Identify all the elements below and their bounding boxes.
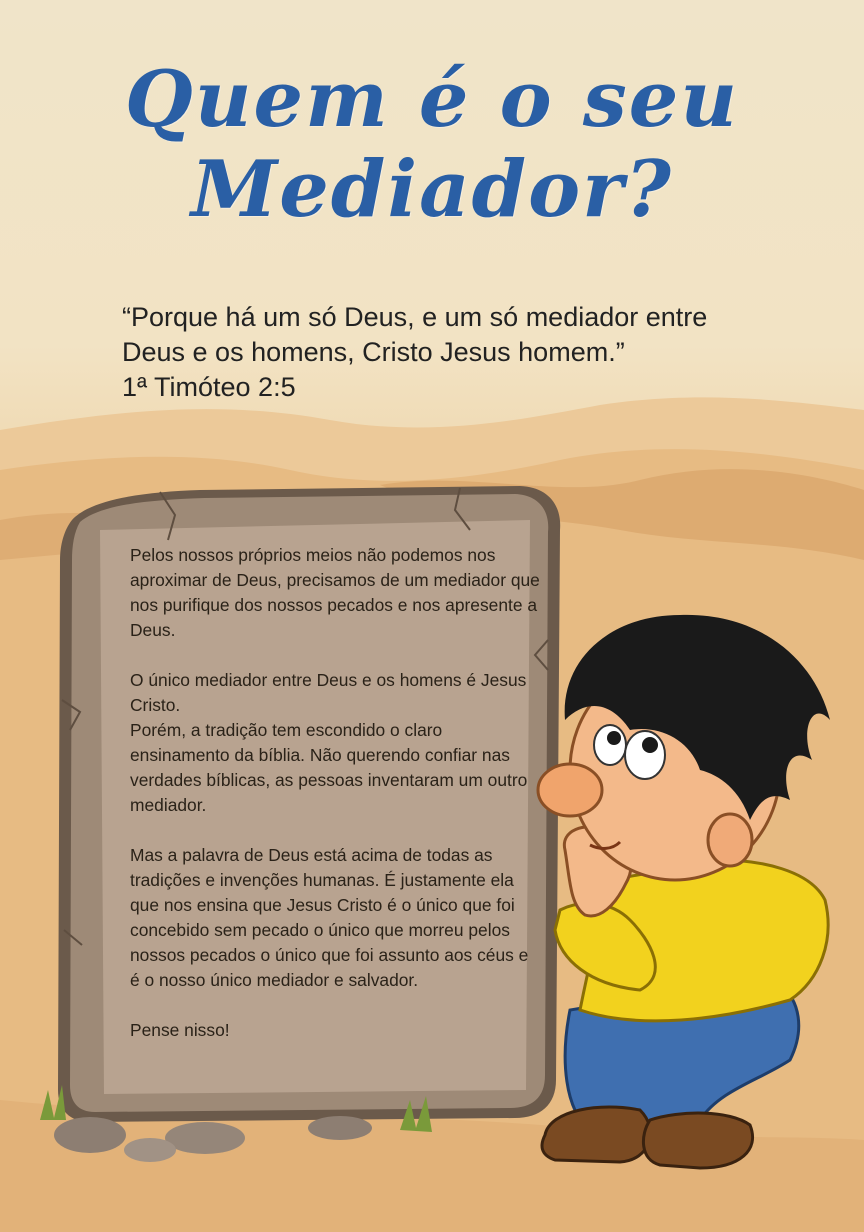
- paragraph-2-a: O único mediador entre Deus e os homens é Jesus Cristo.: [130, 670, 527, 715]
- paragraph-2-b: Porém, a tradição tem escondido o claro ensinamento da bíblia. Não querendo confiar nas verdades bíblicas, as pessoas inventaram um outro mediador.: [130, 720, 528, 815]
- title-line-1: Quem é o seu: [124, 54, 740, 145]
- paragraph-3: Mas a palavra de Deus está acima de todas as tradições e invenções humanas. É justamente ela que nos ensina que Jesus Cristo é o único que foi concebido sem pecado o único que morreu pelos nossos pecados o único que foi assunto aos céus e é o nosso único mediador e salvador.: [130, 845, 529, 990]
- title-line-2: Mediador?: [190, 144, 674, 235]
- closing-line: Pense nisso!: [130, 1020, 230, 1040]
- verse-reference: 1ª Timóteo 2:5: [122, 372, 296, 402]
- verse-line-1: “Porque há um só Deus, e um só mediador entre: [122, 302, 708, 332]
- paragraph-1: Pelos nossos próprios meios não podemos nos aproximar de Deus, precisamos de um mediador que nos purifique dos nossos pecados e nos apresente a Deus.: [130, 545, 540, 640]
- verse-line-2: Deus e os homens, Cristo Jesus homem.”: [122, 337, 625, 367]
